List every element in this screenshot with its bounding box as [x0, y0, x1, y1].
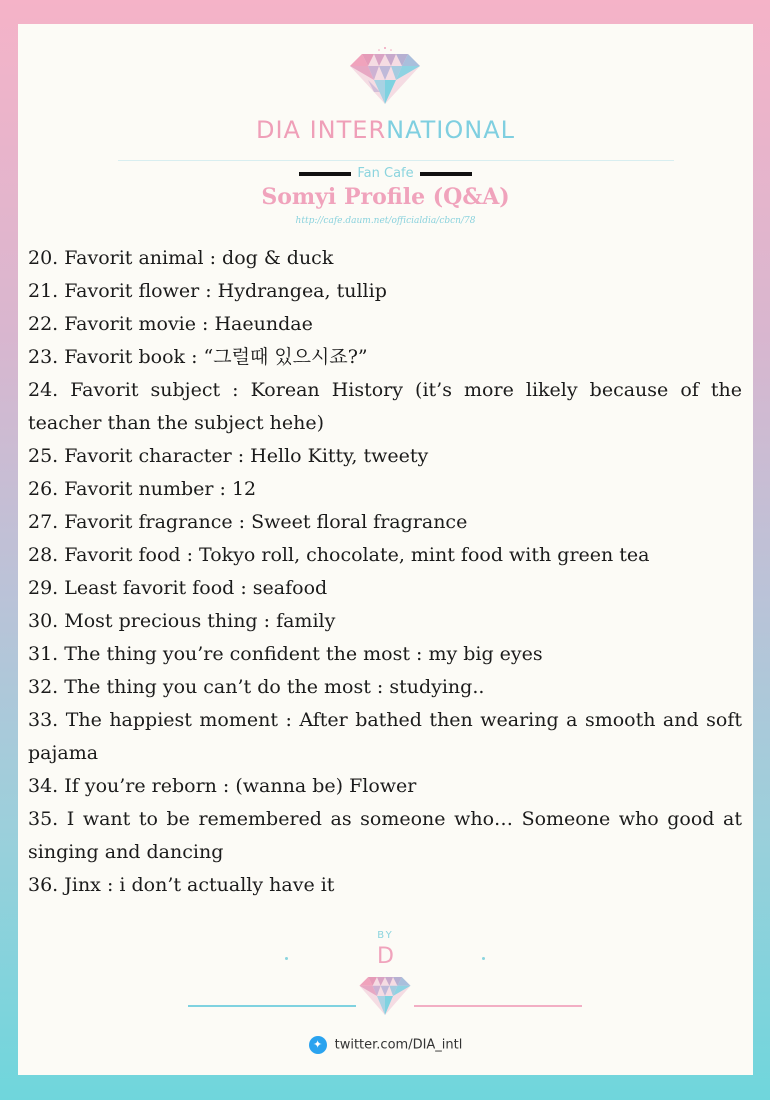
- decorative-dot: [285, 957, 288, 960]
- qa-item: 33. The happiest moment : After bathed then wearing a smooth and soft pajama: [28, 709, 742, 764]
- decorative-bar-left: [299, 172, 351, 176]
- brand-part-2: NATIONAL: [386, 116, 516, 144]
- source-url: http://cafe.daum.net/officialdia/cbcn/78: [295, 216, 476, 226]
- dia-diamond-logo: [348, 44, 422, 114]
- qa-item: 20. Favorit animal : dog & duck: [28, 247, 334, 269]
- qa-item: 34. If you’re reborn : (wanna be) Flower: [28, 775, 417, 797]
- header-divider: [118, 160, 674, 161]
- qa-item: 30. Most precious thing : family: [28, 610, 336, 632]
- qa-item: 28. Favorit food : Tokyo roll, chocolate, mint food with green tea: [28, 544, 650, 566]
- profile-card: [18, 24, 753, 1075]
- qa-item: 31. The thing you’re confident the most : my big eyes: [28, 643, 543, 665]
- brand-name: [18, 116, 753, 144]
- twitter-handle[interactable]: twitter.com/DIA_intl: [334, 1037, 463, 1053]
- twitter-bird-icon: ✦: [309, 1036, 327, 1054]
- page-title: Somyi Profile (Q&A): [261, 184, 510, 210]
- fan-cafe-label: Fan Cafe: [357, 166, 414, 181]
- qa-list: [28, 242, 742, 902]
- qa-item: 29. Least favorit food : seafood: [28, 577, 328, 599]
- qa-item: 25. Favorit character : Hello Kitty, tweety: [28, 445, 429, 467]
- qa-item: 26. Favorit number : 12: [28, 478, 257, 500]
- footer-line-left: [188, 1005, 356, 1007]
- footer-line-right: [414, 1005, 582, 1007]
- decorative-dot: [482, 957, 485, 960]
- qa-item: 24. Favorit subject : Korean History (it’s more likely because of the teacher than the subject hehe): [28, 379, 742, 434]
- dia-diamond-logo-small: [358, 974, 412, 1018]
- signature-letter: D: [377, 944, 394, 969]
- qa-item: 27. Favorit fragrance : Sweet floral fragrance: [28, 511, 468, 533]
- qa-item: 21. Favorit flower : Hydrangea, tullip: [28, 280, 387, 302]
- qa-item: 35. I want to be remembered as someone who… Someone who good at singing and dancing: [28, 808, 742, 863]
- qa-item: 23. Favorit book : “그럴때 있으시죠?”: [28, 346, 368, 368]
- decorative-bar-right: [420, 172, 472, 176]
- fan-cafe-label-row: [18, 166, 753, 181]
- brand-part-1: DIA INTER: [255, 116, 387, 144]
- by-label: BY: [377, 930, 394, 941]
- qa-item: 32. The thing you can’t do the most : studying..: [28, 676, 485, 698]
- qa-item: 36. Jinx : i don’t actually have it: [28, 874, 335, 896]
- qa-item: 22. Favorit movie : Haeundae: [28, 313, 313, 335]
- twitter-handle-row: [18, 1036, 753, 1054]
